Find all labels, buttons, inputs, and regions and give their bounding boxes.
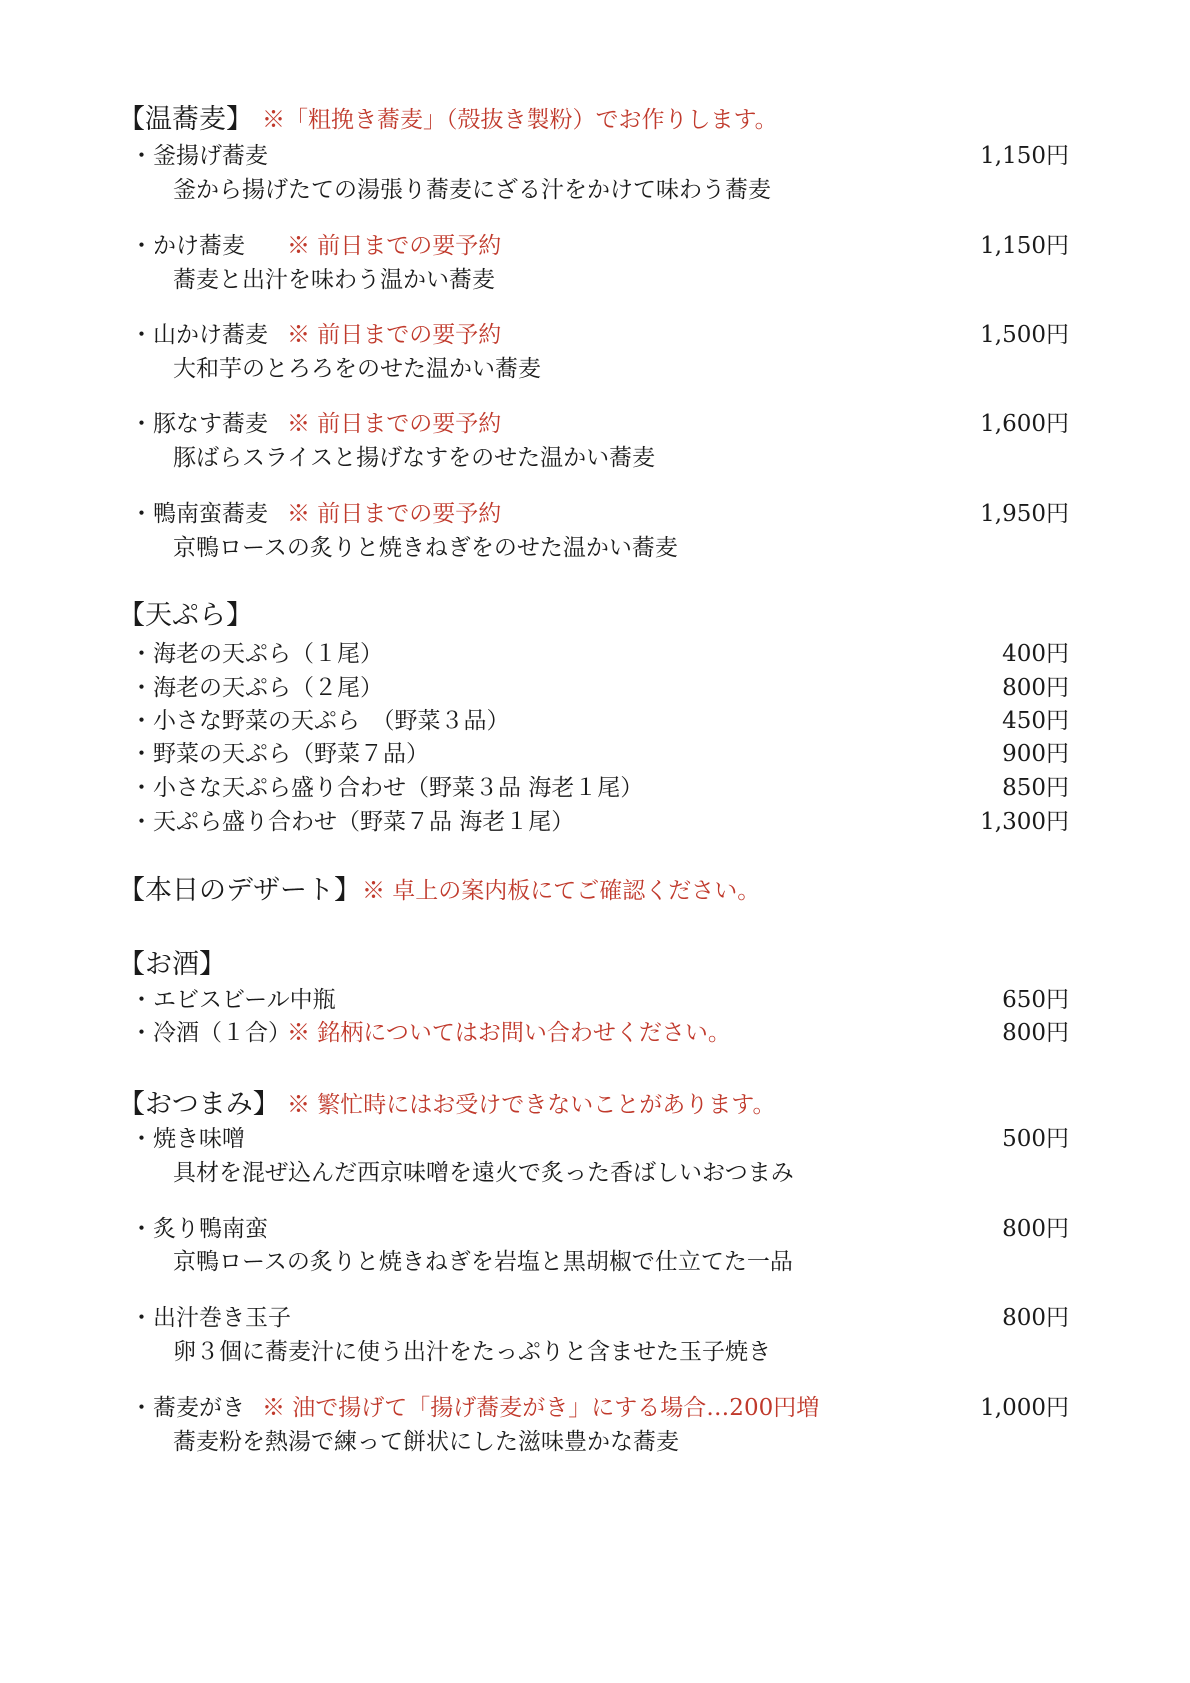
section-heading-onsoba: 【温蕎麦】 xyxy=(118,104,253,135)
menu-item-description: 京鴨ロースの炙りと焼きねぎをのせた温かい蕎麦 xyxy=(173,535,678,561)
menu-item-price: 650円 xyxy=(1002,987,1069,1013)
menu-item-price: 850円 xyxy=(1002,775,1069,801)
menu-item-description: 具材を混ぜ込んだ西京味噌を遠火で炙った香ばしいおつまみ xyxy=(173,1160,794,1186)
menu-item-note: ※ 前日までの要予約 xyxy=(287,411,502,437)
section-note-onsoba: ※「粗挽き蕎麦」（殻抜き製粉）でお作りします。 xyxy=(262,107,778,133)
menu-item-price: 1,150円 xyxy=(980,143,1069,169)
menu-item-name: ・海老の天ぷら（１尾） xyxy=(130,641,383,667)
menu-item-description: 釜から揚げたての湯張り蕎麦にざる汁をかけて味わう蕎麦 xyxy=(173,177,771,203)
menu-item-name: ・かけ蕎麦 xyxy=(130,233,245,259)
menu-item-name: ・炙り鴨南蛮 xyxy=(130,1216,268,1242)
menu-item-price: 1,000円 xyxy=(980,1395,1069,1421)
menu-item-description: 蕎麦と出汁を味わう温かい蕎麦 xyxy=(173,267,495,293)
menu-item-price: 1,950円 xyxy=(980,501,1069,527)
menu-item-name: ・海老の天ぷら（２尾） xyxy=(130,675,383,701)
menu-item-price: 1,600円 xyxy=(980,411,1069,437)
menu-item-name: ・鴨南蛮蕎麦 xyxy=(130,501,268,527)
menu-item-price: 1,150円 xyxy=(980,233,1069,259)
menu-item-name: ・焼き味噌 xyxy=(130,1126,245,1152)
menu-item-name: ・蕎麦がき xyxy=(130,1395,245,1421)
menu-item-note: ※ 銘柄についてはお問い合わせください。 xyxy=(287,1020,731,1046)
section-heading-dessert: 【本日のデザート】 xyxy=(118,875,361,906)
menu-item-description: 京鴨ロースの炙りと焼きねぎを岩塩と黒胡椒で仕立てた一品 xyxy=(173,1249,793,1275)
menu-item-name: ・冷酒（１合） xyxy=(130,1020,291,1046)
menu-item-name: ・豚なす蕎麦 xyxy=(130,411,268,437)
section-heading-otsumami: 【おつまみ】 xyxy=(118,1089,280,1120)
menu-item-price: 800円 xyxy=(1002,1020,1069,1046)
menu-item-description: 蕎麦粉を熱湯で練って餅状にした滋味豊かな蕎麦 xyxy=(173,1429,679,1455)
section-heading-tempura: 【天ぷら】 xyxy=(118,600,253,631)
menu-item-note: ※ 前日までの要予約 xyxy=(287,233,502,259)
menu-item-name: ・野菜の天ぷら（野菜７品） xyxy=(130,741,429,767)
menu-item-name: ・天ぷら盛り合わせ（野菜７品 海老１尾） xyxy=(130,809,575,835)
menu-item-price: 800円 xyxy=(1002,1305,1069,1331)
menu-item-description: 卵３個に蕎麦汁に使う出汁をたっぷりと含ませた玉子焼き xyxy=(173,1339,771,1365)
menu-item-price: 800円 xyxy=(1002,1216,1069,1242)
menu-item-note: ※ 油で揚げて「揚げ蕎麦がき」にする場合…200円増 xyxy=(262,1395,820,1421)
section-note-dessert: ※ 卓上の案内板にてご確認ください。 xyxy=(362,878,761,904)
menu-item-price: 1,500円 xyxy=(980,322,1069,348)
menu-item-description: 大和芋のとろろをのせた温かい蕎麦 xyxy=(173,356,541,382)
menu-item-note: ※ 前日までの要予約 xyxy=(287,322,502,348)
menu-item-name: ・小さな天ぷら盛り合わせ（野菜３品 海老１尾） xyxy=(130,775,644,801)
menu-item-price: 450円 xyxy=(1002,708,1069,734)
menu-item-price: 500円 xyxy=(1002,1126,1069,1152)
menu-item-price: 400円 xyxy=(1002,641,1069,667)
menu-item-name: ・山かけ蕎麦 xyxy=(130,322,268,348)
section-heading-sake: 【お酒】 xyxy=(118,949,226,980)
menu-item-name: ・小さな野菜の天ぷら （野菜３品） xyxy=(130,708,510,734)
menu-item-name: ・出汁巻き玉子 xyxy=(130,1305,291,1331)
section-note-otsumami: ※ 繁忙時にはお受けできないことがあります。 xyxy=(287,1092,776,1118)
menu-item-description: 豚ばらスライスと揚げなすをのせた温かい蕎麦 xyxy=(173,445,656,471)
menu-item-price: 1,300円 xyxy=(980,809,1069,835)
menu-item-name: ・エビスビール中瓶 xyxy=(130,987,336,1013)
menu-item-name: ・釜揚げ蕎麦 xyxy=(130,143,268,169)
menu-item-price: 800円 xyxy=(1002,675,1069,701)
menu-item-price: 900円 xyxy=(1002,741,1069,767)
menu-item-note: ※ 前日までの要予約 xyxy=(287,501,502,527)
